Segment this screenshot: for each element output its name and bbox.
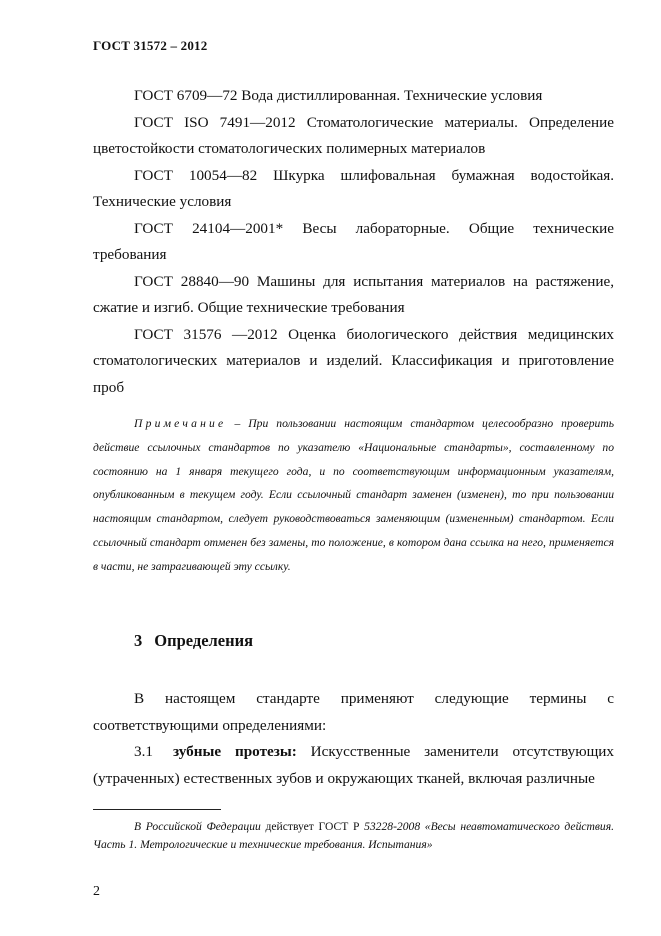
definition-text: Искусственные заменители отсутствующих (утраченных) естественных зубов и окружающих тканей, включая различные xyxy=(93,743,614,787)
reference-item: ГОСТ 6709—72 Вода дистиллированная. Технические условия xyxy=(134,87,543,104)
reference-item: ГОСТ 31576 —2012 Оценка биологического действия медицинских стоматологических материалов и изделий. Классификация и приготовление проб xyxy=(93,325,614,396)
page-number: 2 xyxy=(93,884,100,899)
reference-note xyxy=(93,412,614,579)
note-text: – При пользовании настоящим стандартом целесообразно проверить действие ссылочных стандартов по указателю «Национальные стандарты», составленному по состоянию на 1 января текущего года, и по соответствующим информационным указателям, опубликованным в текущем году. Если ссылочный стандарт заменен (изменен), то при пользовании настоящим стандартом, следует руководствоваться заменяющим (измененным) стандартом. Если ссылочный стандарт отменен без замены, то положение, в котором дана ссылка на него, применяется в части, не затрагивающей эту ссылку. xyxy=(93,417,614,573)
definition-item xyxy=(93,739,614,792)
normative-references xyxy=(93,83,614,401)
section-heading xyxy=(134,631,253,651)
definition-term: зубные протезы: xyxy=(172,743,297,760)
note-label: Примечание xyxy=(134,417,227,430)
footnote xyxy=(93,818,614,853)
reference-item: ГОСТ ISO 7491—2012 Стоматологические материалы. Определение цветостойкости стоматологических полимерных материалов xyxy=(93,113,614,157)
footnote-part: В Российской Федерации xyxy=(134,820,261,833)
reference-item: ГОСТ 24104—2001* Весы лабораторные. Общие технические требования xyxy=(93,219,614,263)
page-header: ГОСТ 31572 – 2012 xyxy=(93,38,208,53)
footnote-part: действует ГОСТ Р xyxy=(260,820,365,833)
footnote-separator xyxy=(93,809,221,810)
footnote-part: 53228-2008 «Весы неавтоматического действия. Часть 1. Метрологические и технические требования. Испытания» xyxy=(93,820,615,851)
section-number: 3 xyxy=(134,631,143,650)
reference-item: ГОСТ 10054—82 Шкурка шлифовальная бумажная водостойкая. Технические условия xyxy=(93,166,614,210)
definition-number: 3.1 xyxy=(134,743,153,760)
reference-item: ГОСТ 28840—90 Машины для испытания материалов на растяжение, сжатие и изгиб. Общие технические требования xyxy=(93,272,614,316)
definitions-block xyxy=(93,686,614,792)
definitions-intro: В настоящем стандарте применяют следующие термины с соответствующими определениями: xyxy=(93,690,614,734)
section-title: Определения xyxy=(154,631,254,650)
